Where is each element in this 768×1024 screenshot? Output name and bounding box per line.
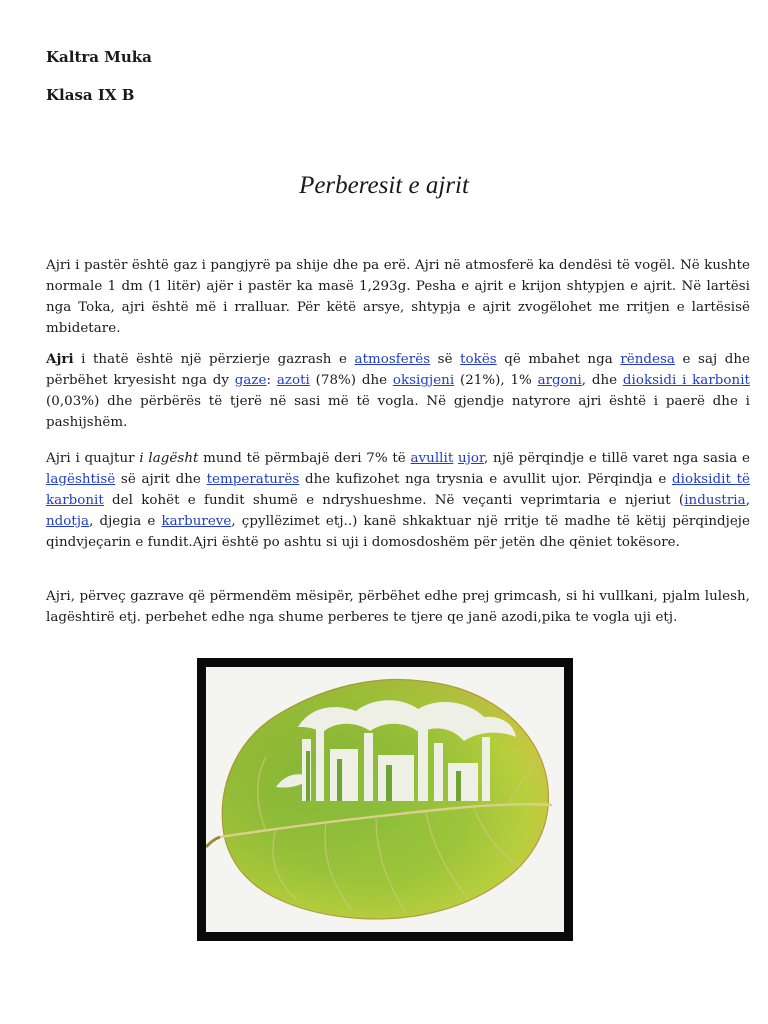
text-run: del kohët e fundit shumë e ndryshueshme. Në veçanti veprimtaria e njeriut ( xyxy=(103,493,685,508)
text-run: e saj dhe përbëhet kryesisht nga dy xyxy=(46,352,751,388)
link-rendesa[interactable]: rëndesa xyxy=(620,352,675,367)
text-run: (0,03%) dhe përbërës të tjerë në sasi më të vogla. Në gjendje natyrore ajri është i paerë dhe i pashijshëm. xyxy=(46,394,750,430)
page-title: Perberesit e ajrit xyxy=(299,172,469,199)
leaf-figure-frame xyxy=(197,658,573,941)
link-tokes[interactable]: tokës xyxy=(460,352,497,367)
text-run: që mbahet nga xyxy=(496,352,621,367)
leaf-icon xyxy=(206,667,564,932)
paragraph-3 xyxy=(46,448,750,553)
text-run: , çpyllëzimet etj..) kanë shkaktuar një rritje të madhe të këtij përqindjeje qindvjeçarin e fundit.Ajri është po ashtu si uji i domosdoshëm për jetën dhe qëniet tokësore. xyxy=(46,514,750,550)
link-karbureve[interactable]: karbureve xyxy=(161,514,232,529)
author-name: Kaltra Muka xyxy=(46,48,152,66)
link-lageshtise[interactable]: lagështisë xyxy=(46,472,116,487)
leaf-factory-illustration xyxy=(206,667,564,932)
link-ujor[interactable]: ujor xyxy=(458,451,484,466)
text-run: , një përqindje e tillë varet nga sasia e xyxy=(484,451,751,466)
link-ndotja[interactable]: ndotja xyxy=(46,514,90,529)
link-oksigjeni[interactable]: oksigjeni xyxy=(392,373,455,388)
text-run: Ajri i quajtur xyxy=(46,451,140,466)
text-run: dhe kufizohet nga trysnia e avullit ujor. Përqindja e xyxy=(299,472,673,487)
text-run: së xyxy=(430,352,461,367)
class-label: Klasa IX B xyxy=(46,86,135,104)
paragraph-4: Ajri, përveç gazrave që përmendëm mësipër, përbëhet edhe prej grimcash, si hi vullkani, pjalm lulesh, lagështirë etj. perbehet edhe nga shume perberes te tjere qe janë azodi,pika te vogla uji etj. xyxy=(46,589,750,625)
text-run: i thatë është një përzierje gazrash e xyxy=(73,352,355,367)
text-run: (21%), 1% xyxy=(454,373,538,388)
text-run: , djegia e xyxy=(89,514,162,529)
link-azoti[interactable]: azoti xyxy=(276,373,310,388)
term-i-lageshte: i lagësht xyxy=(139,451,199,466)
link-industria[interactable]: industria xyxy=(684,493,746,508)
text-run: (78%) dhe xyxy=(309,373,393,388)
paragraph-2 xyxy=(46,349,750,433)
text-run: mund të përmbajë deri 7% të xyxy=(198,451,411,466)
paragraph-1: Ajri i pastër është gaz i pangjyrë pa shije dhe pa erë. Ajri në atmosferë ka dendësi të vogël. Në kushte normale 1 dm (1 litër) ajër i pastër ka masë 1,293g. Pesha e ajrit e krijon shtypjen e ajrit. Në lartësi nga Toka, ajri është më i rralluar. Për këtë arsye, shtypja e ajrit zvogëlohet me rritjen e lartësisë mbidetare. xyxy=(46,258,750,336)
link-dioksidit-te-karbonit[interactable]: dioksidit të karbonit xyxy=(46,472,750,508)
text-run: , xyxy=(745,493,750,508)
link-argoni[interactable]: argoni xyxy=(537,373,582,388)
term-ajri: Ajri xyxy=(46,351,74,367)
link-atmosferes[interactable]: atmosferës xyxy=(354,352,431,367)
link-temperatures[interactable]: temperaturës xyxy=(206,472,300,487)
link-dioksidi-i-karbonit[interactable]: dioksidi i karbonit xyxy=(622,373,750,388)
text-run: , dhe xyxy=(581,373,623,388)
text-run: së ajrit dhe xyxy=(115,472,207,487)
text-run: : xyxy=(266,373,277,388)
link-avullit[interactable]: avullit xyxy=(410,451,454,466)
link-gaze[interactable]: gaze xyxy=(234,373,267,388)
